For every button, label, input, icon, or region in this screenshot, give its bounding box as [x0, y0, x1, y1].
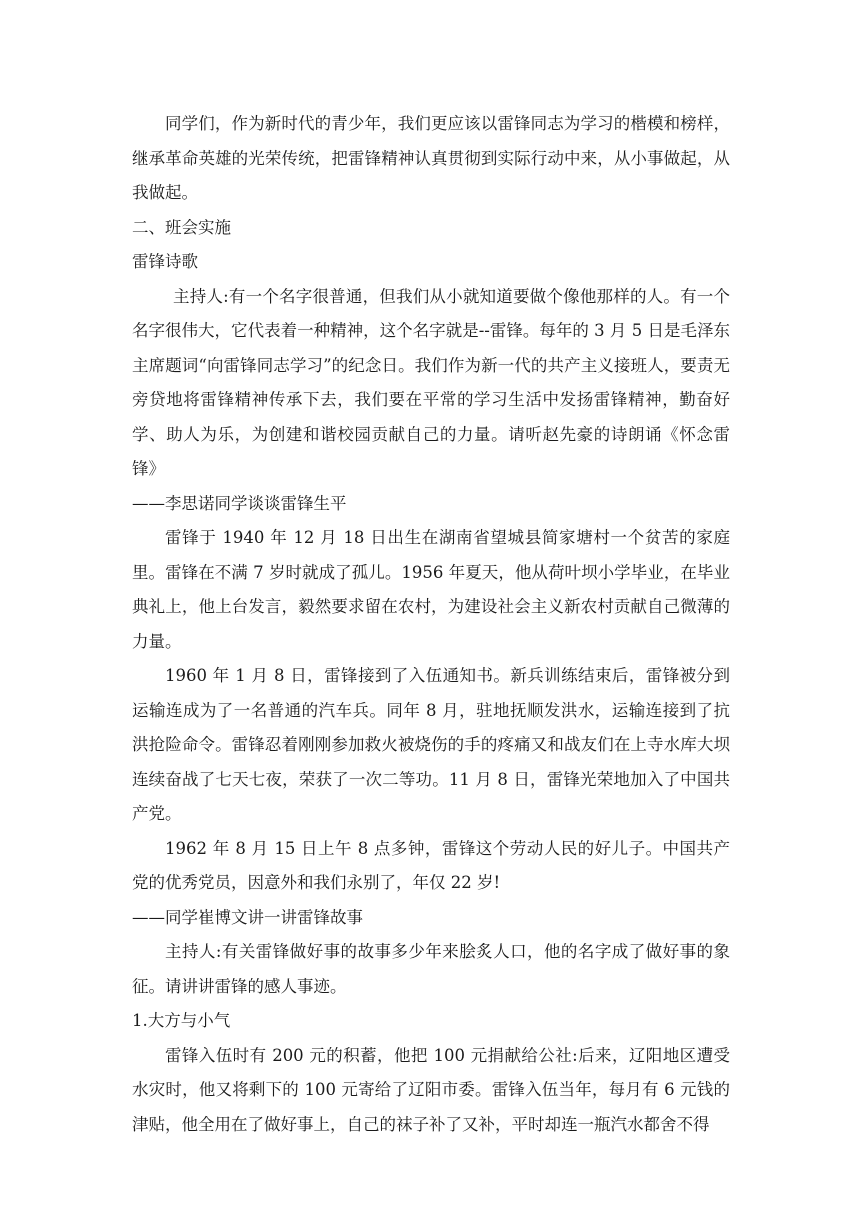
subheading-generous: 1.大方与小气 [132, 1011, 231, 1030]
subheading-stories: ——同学崔博文讲一讲雷锋故事 [132, 907, 363, 927]
paragraph-generous-story: 雷锋入伍时有 200 元的积蓄，他把 100 元捐献给公社:后来，辽阳地区遭受水灾时，他又将剩下的 100 元寄给了辽阳市委。雷锋入伍当年，每月有 6 元钱的津贴，他全用在了做好事上，自己的袜子补了又补，平时却连一瓶汽水都舍不得 [132, 1045, 730, 1134]
paragraph-biography-army: 1960 年 1 月 8 日，雷锋接到了入伍通知书。新兵训练结束后，雷锋被分到运输连成为了一名普通的汽车兵。同年 8 月，驻地抚顺发洪水，运输连接到了抗洪抢险命令。雷锋忍着刚刚参加救火被烧伤的手的疼痛又和战友们在上寺水库大坝连续奋战了七天七夜，荣获了一次二等功。11 月 8 日，雷锋光荣地加入了中国共产党。 [132, 666, 730, 823]
paragraph-host-stories: 主持人:有关雷锋做好事的故事多少年来脍炙人口，他的名字成了做好事的象征。请讲讲雷锋的感人事迹。 [132, 942, 730, 996]
paragraph-biography-death: 1962 年 8 月 15 日上午 8 点多钟，雷锋这个劳动人民的好儿子。中国共产党的优秀党员，因意外和我们永别了，年仅 22 岁! [132, 838, 730, 892]
paragraph-biography-early: 雷锋于 1940 年 12 月 18 日出生在湖南省望城县简家塘村一个贫苦的家庭里。雷锋在不满 7 岁时就成了孤儿。1956 年夏天，他从荷叶坝小学毕业，在毕业典礼上，他上台发言，毅然要求留在农村，为建设社会主义新农村贡献自己微薄的力量。 [132, 528, 730, 651]
section-heading-class-meeting: 二、班会实施 [132, 217, 231, 237]
paragraph-host-intro: 主持人:有一个名字很普通，但我们从小就知道要做个像他那样的人。有一个名字很伟大，它代表着一种精神，这个名字就是--雷锋。每年的 3 月 5 日是毛泽东主席题词“向雷锋同志学习”的纪念日。我们作为新一代的共产主义接班人，要责无旁贷地将雷锋精神传承下去，我们要在平常的学习生活中发扬雷锋精神，勤奋好学、助人为乐，为创建和谐校园贡献自己的力量。请听赵先豪的诗朗诵《怀念雷锋》 [132, 286, 730, 478]
document-body [132, 107, 730, 1142]
subheading-poem: 雷锋诗歌 [132, 252, 198, 271]
paragraph-intro: 同学们，作为新时代的青少年，我们更应该以雷锋同志为学习的楷模和榜样，继承革命英雄的光荣传统，把雷锋精神认真贯彻到实际行动中来，从小事做起，从我做起。 [132, 114, 730, 202]
subheading-biography: ——李思诺同学谈谈雷锋生平 [132, 493, 347, 513]
